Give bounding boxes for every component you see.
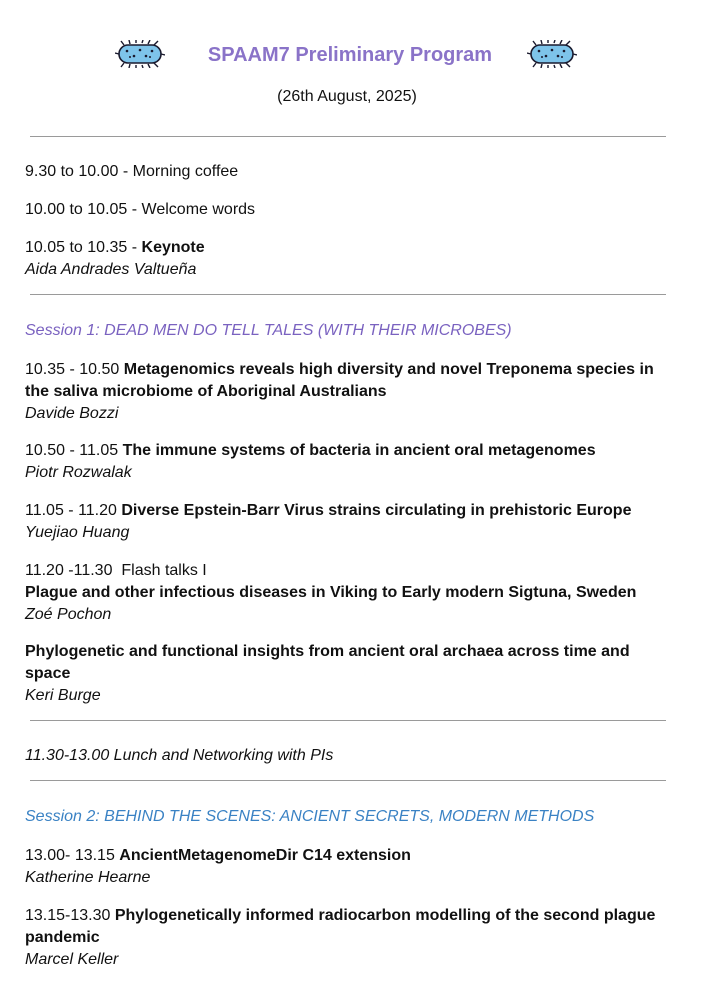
program-header bbox=[0, 36, 707, 76]
talk-time: 10.35 - 10.50 bbox=[25, 361, 124, 378]
talk-item bbox=[25, 905, 675, 949]
talk-title: Phylogenetically informed radiocarbon modelling of the second plague pandemic bbox=[25, 907, 656, 946]
talk-time: 10.50 - 11.05 bbox=[25, 442, 123, 459]
talk-time: 13.15-13.30 bbox=[25, 907, 115, 924]
divider bbox=[30, 294, 666, 295]
microbe-icon bbox=[115, 40, 165, 68]
speaker-name: Marcel Keller bbox=[25, 951, 119, 968]
talk-title: Keynote bbox=[141, 239, 205, 256]
talk-item bbox=[25, 500, 685, 522]
speaker-name: Piotr Rozwalak bbox=[25, 464, 132, 481]
divider bbox=[30, 780, 666, 781]
session-2-heading: Session 2: BEHIND THE SCENES: ANCIENT SECRETS, MODERN METHODS bbox=[25, 808, 595, 825]
talk-time: 11.05 - 11.20 bbox=[25, 502, 122, 519]
speaker-name: Zoé Pochon bbox=[25, 606, 112, 623]
talk-title: AncientMetagenomeDir C14 extension bbox=[119, 847, 411, 864]
talk-time: 10.05 to 10.35 - bbox=[25, 239, 142, 256]
talk-title: Metagenomics reveals high diversity and novel Treponema species in the saliva microbiome of Aboriginal Australians bbox=[25, 361, 654, 400]
flash-talk-title: Phylogenetic and functional insights from ancient oral archaea across time and space bbox=[25, 643, 630, 682]
talk-time: 13.00- 13.15 bbox=[25, 847, 120, 864]
flash-talk-title: Plague and other infectious diseases in Viking to Early modern Sigtuna, Sweden bbox=[25, 584, 637, 601]
page-title: SPAAM7 Preliminary Program bbox=[207, 44, 493, 66]
talk-title: The immune systems of bacteria in ancient oral metagenomes bbox=[122, 442, 596, 459]
session-1-heading: Session 1: DEAD MEN DO TELL TALES (WITH THEIR MICROBES) bbox=[25, 322, 512, 339]
microbe-icon bbox=[527, 40, 577, 68]
schedule-item-morning-coffee: 9.30 to 10.00 - Morning coffee bbox=[25, 163, 239, 180]
schedule-item-keynote bbox=[25, 237, 685, 259]
speaker-name: Yuejiao Huang bbox=[25, 524, 130, 541]
program-date: (26th August, 2025) bbox=[277, 88, 417, 105]
talk-title: Diverse Epstein-Barr Virus strains circulating in prehistoric Europe bbox=[121, 502, 632, 519]
speaker-name: Davide Bozzi bbox=[25, 405, 119, 422]
flash-talks-time: 11.20 -11.30 Flash talks I bbox=[25, 562, 207, 579]
talk-item bbox=[25, 440, 685, 462]
talk-item bbox=[25, 845, 685, 867]
speaker-name: Keri Burge bbox=[25, 687, 101, 704]
talk-item bbox=[25, 359, 675, 403]
schedule-item-welcome-words: 10.00 to 10.05 - Welcome words bbox=[25, 201, 256, 218]
divider bbox=[30, 136, 666, 137]
divider bbox=[30, 720, 666, 721]
speaker-name: Aida Andrades Valtueña bbox=[25, 261, 197, 278]
lunch-break: 11.30-13.00 Lunch and Networking with PIs bbox=[25, 747, 334, 764]
speaker-name: Katherine Hearne bbox=[25, 869, 151, 886]
